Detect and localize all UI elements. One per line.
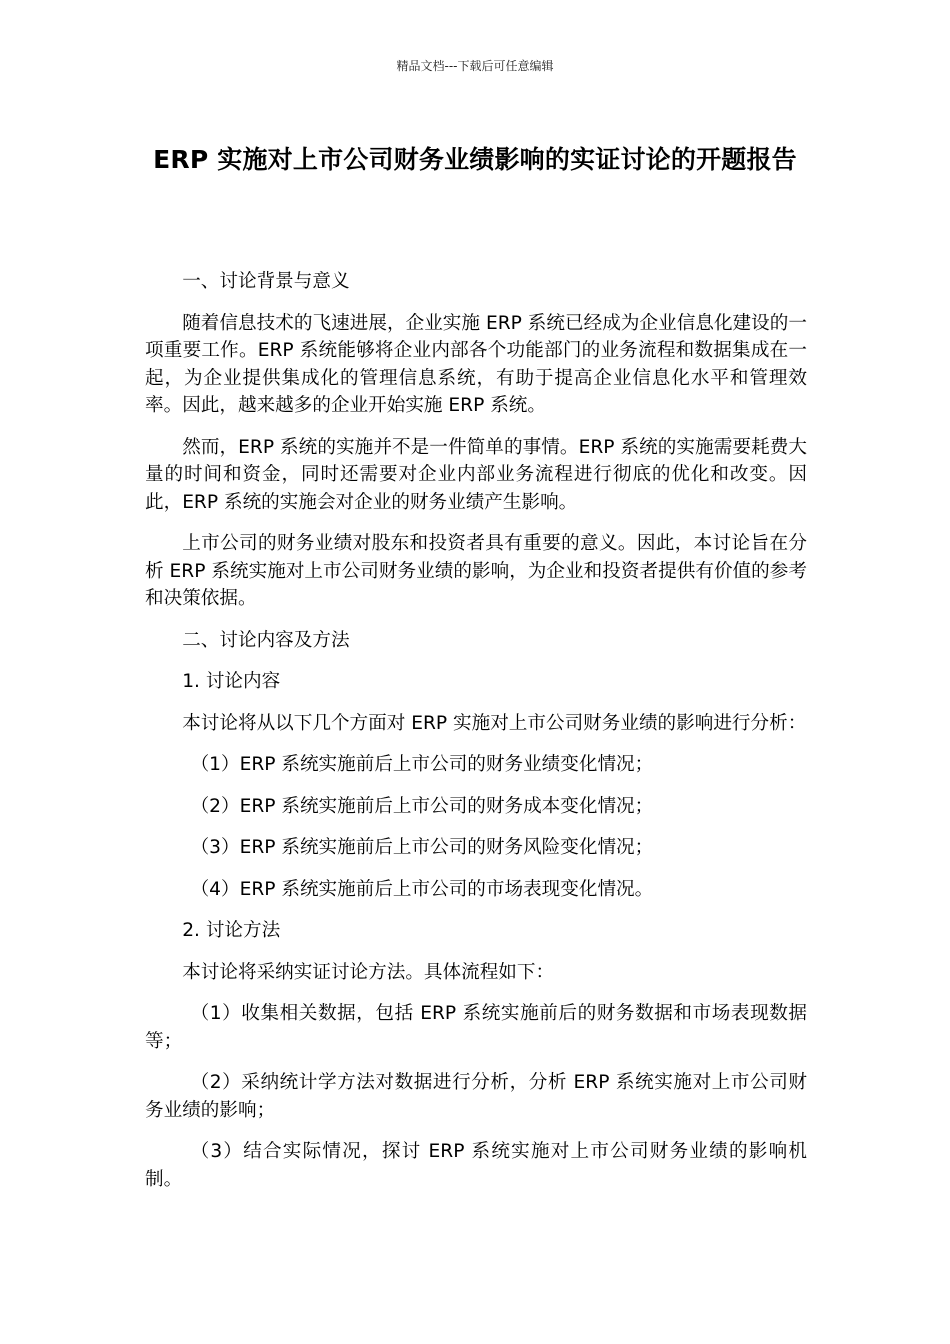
document-title: ERP 实施对上市公司财务业绩影响的实证讨论的开题报告 bbox=[153, 145, 797, 174]
paragraph-erp-importance: 随着信息技术的飞速进展，企业实施 ERP 系统已经成为企业信息化建设的一项重要工作。ERP 系统能够将企业内部各个功能部门的业务流程和数据集成在一起，为企业提供集成化的管理信息系统，有助于提高企业信息化水平和管理效率。因此，越来越多的企业开始实施 ERP 系统。 bbox=[145, 312, 807, 416]
list-item-content-1: （1）ERP 系统实施前后上市公司的财务业绩变化情况； bbox=[190, 754, 654, 775]
list-item-content-4: （4）ERP 系统实施前后上市公司的市场表现变化情况。 bbox=[190, 878, 654, 900]
paragraph-research-purpose: 上市公司的财务业绩对股东和投资者具有重要的意义。因此，本讨论旨在分析 ERP 系统实施对上市公司财务业绩的影响，为企业和投资者提供有价值的参考和决策依据。 bbox=[145, 533, 807, 609]
list-item-content-3: （3）ERP 系统实施前后上市公司的财务风险变化情况； bbox=[190, 837, 654, 858]
list-item-method-3: （3）结合实际情况，探讨 ERP 系统实施对上市公司财务业绩的影响机制。 bbox=[145, 1141, 807, 1190]
paragraph-methods-intro: 本讨论将采纳实证讨论方法。具体流程如下： bbox=[182, 961, 555, 983]
section-heading-background: 一、讨论背景与意义 bbox=[182, 271, 350, 292]
paragraph-content-intro: 本讨论将从以下几个方面对 ERP 实施对上市公司财务业绩的影响进行分析： bbox=[182, 712, 807, 734]
subheading-methods: 2. 讨论方法 bbox=[182, 920, 281, 941]
list-item-method-2: （2）采纳统计学方法对数据进行分析，分析 ERP 系统实施对上市公司财务业绩的影响； bbox=[145, 1072, 807, 1121]
subheading-content: 1. 讨论内容 bbox=[182, 671, 281, 692]
document-body bbox=[145, 268, 807, 1207]
header-note: 精品文档---下载后可任意编辑 bbox=[396, 59, 554, 73]
section-heading-content-methods: 二、讨论内容及方法 bbox=[182, 629, 350, 651]
list-item-content-2: （2）ERP 系统实施前后上市公司的财务成本变化情况； bbox=[190, 795, 654, 817]
list-item-method-1: （1）收集相关数据，包括 ERP 系统实施前后的财务数据和市场表现数据等； bbox=[145, 1003, 807, 1052]
paragraph-erp-challenges: 然而，ERP 系统的实施并不是一件简单的事情。ERP 系统的实施需要耗费大量的时间和资金，同时还需要对企业内部业务流程进行彻底的优化和改变。因此，ERP 系统的实施会对企业的财务业绩产生影响。 bbox=[145, 436, 807, 513]
